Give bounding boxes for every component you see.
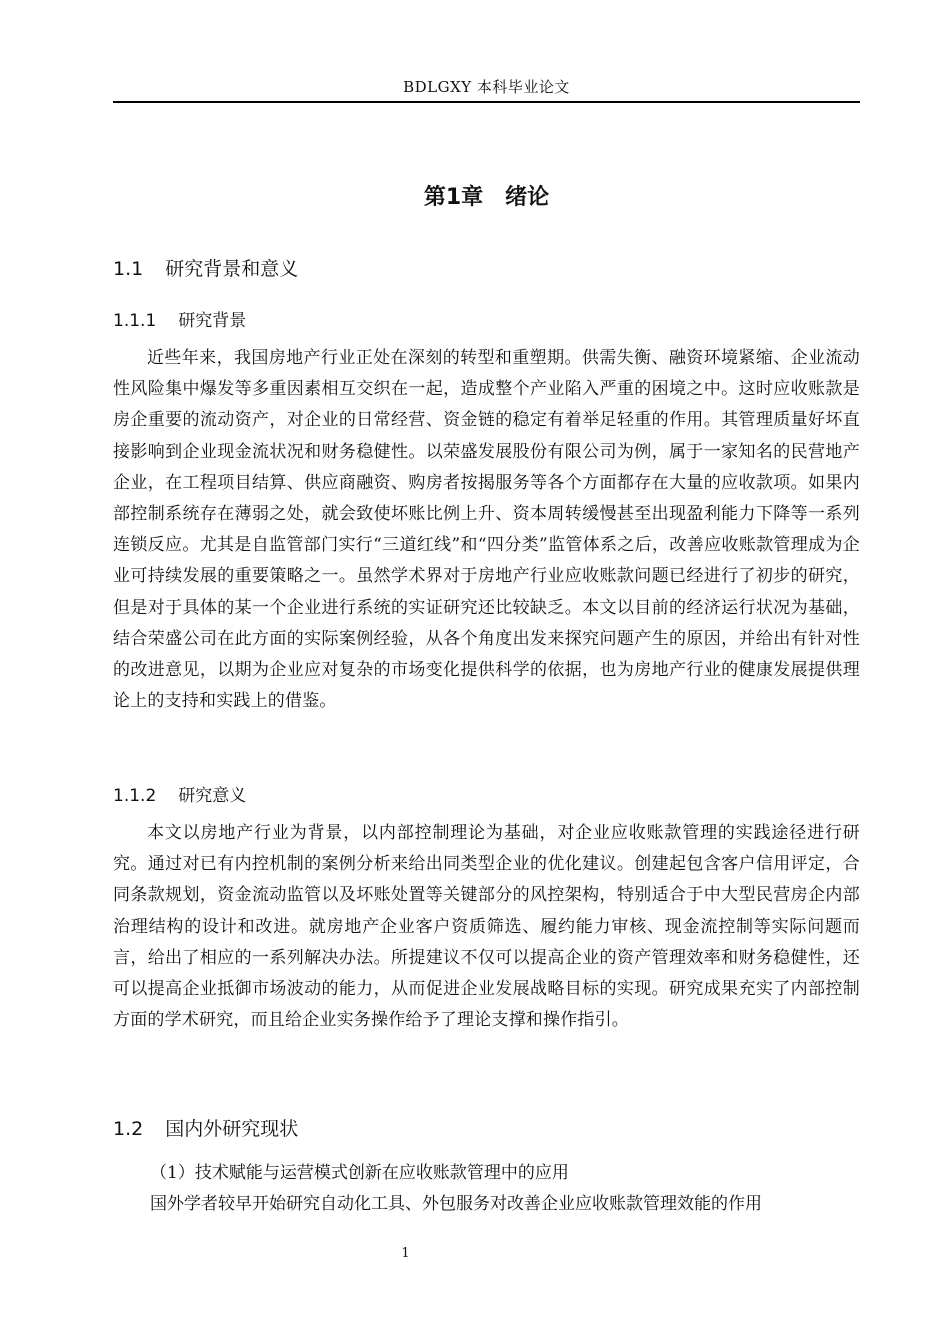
section-number: 1.1 <box>113 258 144 280</box>
page-number: 1 <box>401 1246 410 1261</box>
subsection-title: 研究背景 <box>178 311 247 331</box>
subsection-number: 1.1.2 <box>113 786 157 806</box>
body-line: 国外学者较早开始研究自动化工具、外包服务对改善企业应收账款管理效能的作用 <box>150 1194 762 1214</box>
subsection-heading-1-1-2 <box>113 781 246 806</box>
paragraph-research-background: 近些年来，我国房地产行业正处在深刻的转型和重塑期。供需失衡、融资环境紧缩、企业流动性风险集中爆发等多重因素相互交织在一起，造成整个产业陷入严重的困境之中。这时应收账款是房企重要的流动资产，对企业的日常经营、资金链的稳定有着举足轻重的作用。其管理质量好坏直接影响到企业现金流状况和财务稳健性。以荣盛发展股份有限公司为例，属于一家知名的民营地产企业，在工程项目结算、供应商融资、购房者按揭服务等各个方面都存在大量的应收款项。如果内部控制系统存在薄弱之处，就会致使坏账比例上升、资本周转缓慢甚至出现盈利能力下降等一系列连锁反应。尤其是自监管部门实行“三道红线”和“四分类”监管体系之后，改善应收账款管理成为企业可持续发展的重要策略之一。虽然学术界对于房地产行业应收账款问题已经进行了初步的研究，但是对于具体的某一个企业进行系统的实证研究还比较缺乏。本文以目前的经济运行状况为基础，结合荣盛公司在此方面的实际案例经验，从各个角度出发来探究问题产生的原因，并给出有针对性的改进意见，以期为企业应对复杂的市场变化提供科学的依据，也为房地产行业的健康发展提供理论上的支持和实践上的借鉴。 <box>113 348 860 712</box>
subsection-title: 研究意义 <box>178 786 247 806</box>
header-divider <box>113 101 860 103</box>
section-heading-1-2 <box>113 1114 298 1141</box>
chapter-title: 第1章 绪论 <box>423 185 550 210</box>
section-title: 研究背景和意义 <box>165 258 299 280</box>
subsection-number: 1.1.1 <box>113 311 157 331</box>
paragraph-research-significance: 本文以房地产行业为背景，以内部控制理论为基础，对企业应收账款管理的实践途径进行研究。通过对已有内控机制的案例分析来给出同类型企业的优化建议。创建起包含客户信用评定，合同条款规划，资金流动监管以及坏账处置等关键部分的风控架构，特别适合于中大型民营房企内部治理结构的设计和改进。就房地产企业客户资质筛选、履约能力审核、现金流控制等实际问题而言，给出了相应的一系列解决办法。所提建议不仅可以提高企业的资产管理效率和财务稳健性，还可以提高企业抵御市场波动的能力，从而促进企业发展战略目标的实现。研究成果充实了内部控制方面的学术研究，而且给企业实务操作给予了理论支撑和操作指引。 <box>113 823 860 1031</box>
section-heading-1-1 <box>113 254 298 281</box>
list-item-1: （1）技术赋能与运营模式创新在应收账款管理中的应用 <box>150 1163 569 1183</box>
section-number: 1.2 <box>113 1118 144 1140</box>
section-title: 国内外研究现状 <box>165 1118 299 1140</box>
subsection-heading-1-1-1 <box>113 306 246 331</box>
page-header: BDLGXY 本科毕业论文 <box>403 78 570 96</box>
